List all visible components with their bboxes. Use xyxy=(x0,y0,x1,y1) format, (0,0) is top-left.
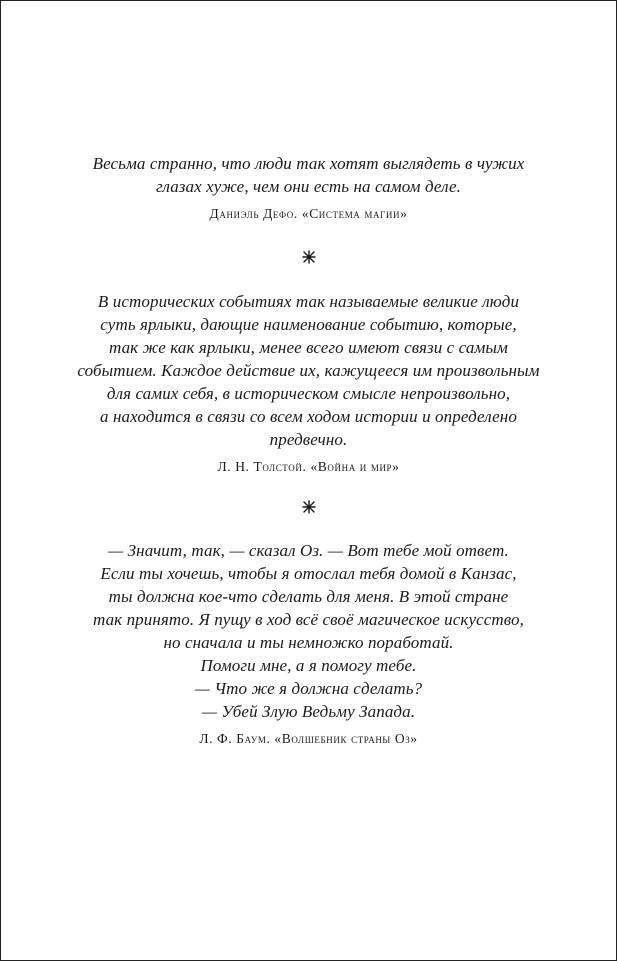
attribution: Л. Ф. Баум. «Волшебник страны Оз» xyxy=(199,731,418,746)
epigraph-tolstoy xyxy=(0,290,617,475)
quote-line: — Убей Злую Ведьму Запада. xyxy=(201,702,416,721)
separator-2 xyxy=(0,499,617,518)
quote-line: так же как ярлыки, менее всего имеют связи с самым xyxy=(108,338,508,357)
epigraph-baum xyxy=(0,539,617,747)
epigraph-defoe xyxy=(0,152,617,222)
quote-line: Помоги мне, а я помогу тебе. xyxy=(200,656,417,675)
quote-line: но сначала и ты немножко поработай. xyxy=(163,633,454,652)
attribution: Л. Н. Толстой. «Война и мир» xyxy=(217,459,400,474)
attribution: Даниэль Дефо. «Система магии» xyxy=(209,206,408,221)
quote-line: для самих себя, в историческом смысле непроизвольно, xyxy=(106,384,511,403)
quote-line: так принято. Я пущу в ход всё своё магическое искусство, xyxy=(92,610,524,629)
quote-line: Весьма странно, что люди так хотят выглядеть в чужих xyxy=(92,154,525,173)
quote-line: предвечно. xyxy=(269,430,348,449)
quote-line: — Значит, так, — сказал Оз. — Вот тебе мой ответ. xyxy=(108,541,509,560)
quote-line: — Что же я должна сделать? xyxy=(194,679,423,698)
quote-line: глазах хуже, чем они есть на самом деле. xyxy=(155,177,462,196)
quote-line: событием. Каждое действие их, кажущееся им произвольным xyxy=(77,361,540,380)
separator-1 xyxy=(0,249,617,268)
quote-line: а находится в связи со всем ходом истории и определено xyxy=(100,407,517,426)
star-ornament-icon xyxy=(302,500,316,514)
quote-line: Если ты хочешь, чтобы я отослал тебя домой в Канзас, xyxy=(100,564,517,583)
star-ornament-icon xyxy=(302,250,316,264)
quote-line: суть ярлыки, дающие наименование событию, которые, xyxy=(100,315,517,334)
quote-line: В исторических событиях так называемые великие люди xyxy=(97,292,520,311)
quote-line: ты должна кое-что сделать для меня. В этой стране xyxy=(108,587,509,606)
